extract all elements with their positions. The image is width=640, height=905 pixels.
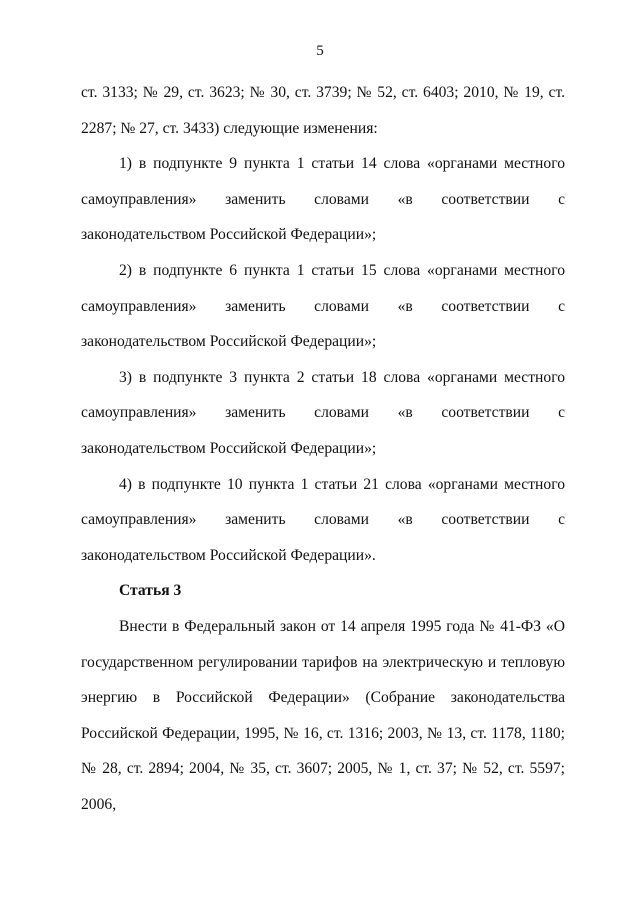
paragraph-continuation: ст. 3133; № 29, ст. 3623; № 30, ст. 3739; № 52, ст. 6403; 2010, № 19, ст. 2287; № 27, ст. 3433) следующие изменения: — [81, 84, 565, 137]
paragraph-item-2: 2) в подпункте 6 пункта 1 статьи 15 слова «органами местного самоуправления» заменить словами «в соответствии с законодательством Российской Федерации»; — [81, 261, 565, 351]
page-number: 5 — [316, 43, 324, 59]
paragraph-item-3: 3) в подпункте 3 пункта 2 статьи 18 слова «органами местного самоуправления» заменить словами «в соответствии с законодательством Российской Федерации»; — [81, 368, 565, 457]
paragraph-article-3: Внести в Федеральный закон от 14 апреля 1995 года № 41-ФЗ «О государственном регулировании тарифов на электрическую и тепловую энергию в Российской Федерации» (Собрание законодательства Российской Федерации, 1995, № 16, ст. 1316; 2003, № 13, ст. 1178, 1180; № 28, ст. 2894; 2004, № 35, ст. 3607; 2005, № 1, ст. 37; № 52, ст. 5597; 2006, — [81, 617, 565, 813]
paragraph-item-1: 1) в подпункте 9 пункта 1 статьи 14 слова «органами местного самоуправления» заменить словами «в соответствии с законодательством Российской Федерации»; — [81, 155, 565, 244]
paragraph-item-4: 4) в подпункте 10 пункта 1 статьи 21 слова «органами местного самоуправления» заменить словами «в соответствии с законодательством Российской Федерации». — [81, 475, 565, 564]
article-heading: Статья 3 — [119, 582, 182, 600]
document-body — [81, 75, 565, 822]
